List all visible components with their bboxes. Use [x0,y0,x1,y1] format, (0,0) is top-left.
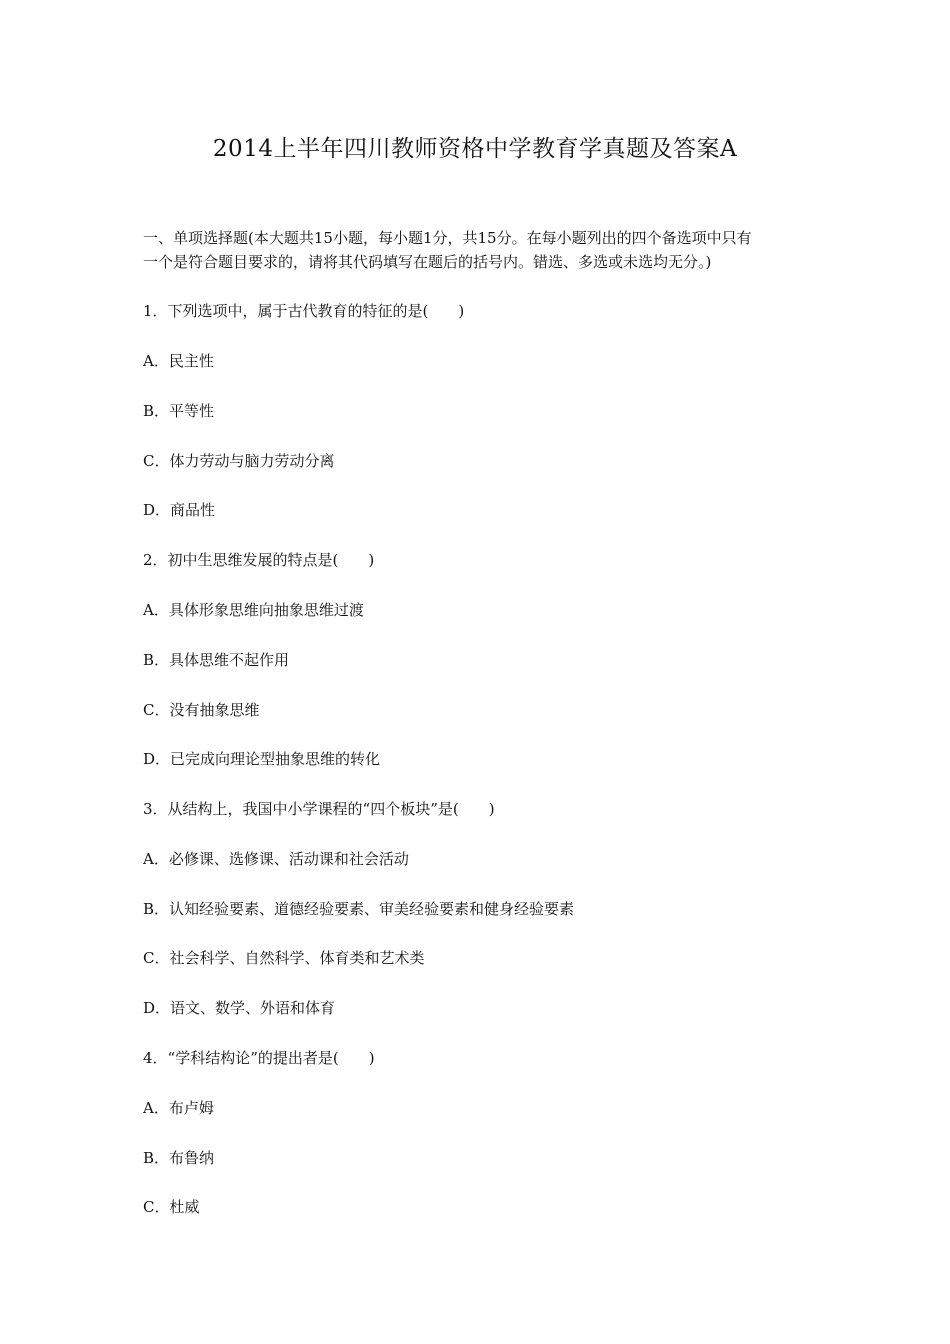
answer-option: C．体力劳动与脑力劳动分离 [143,452,335,470]
question-stem: 3．从结构上，我国中小学课程的“四个板块”是( ) [143,800,495,818]
question-stem: 1．下列选项中，属于古代教育的特征的是( ) [143,302,465,320]
answer-option: C．杜威 [143,1198,200,1216]
answer-option: A．布卢姆 [143,1099,214,1117]
answer-option: C．社会科学、自然科学、体育类和艺术类 [143,949,425,967]
question-stem: 2．初中生思维发展的特点是( ) [143,551,375,569]
instructions-line: 一个是符合题目要求的，请将其代码填写在题后的括号内。错选、多选或未选均无分。) [143,253,712,271]
answer-option: D．已完成向理论型抽象思维的转化 [143,750,381,768]
answer-option: B．认知经验要素、道德经验要素、审美经验要素和健身经验要素 [143,900,575,918]
answer-option: B．具体思维不起作用 [143,651,290,669]
instructions-line: 一、单项选择题(本大题共15小题，每小题1分，共15分。在每小题列出的四个备选项中只有 [143,229,752,247]
answer-option: D．语文、数学、外语和体育 [143,999,336,1017]
answer-option: D．商品性 [143,501,216,519]
question-stem: 4．“学科结构论”的提出者是( ) [143,1049,375,1067]
answer-option: A．具体形象思维向抽象思维过渡 [143,601,364,619]
answer-option: A．必修课、选修课、活动课和社会活动 [143,850,409,868]
answer-option: A．民主性 [143,352,214,370]
section-instructions [143,226,808,274]
answer-option: B．布鲁纳 [143,1149,215,1167]
page-title: 2014上半年四川教师资格中学教育学真题及答案A [212,136,738,162]
answer-option: B．平等性 [143,402,215,420]
answer-option: C．没有抽象思维 [143,701,260,719]
